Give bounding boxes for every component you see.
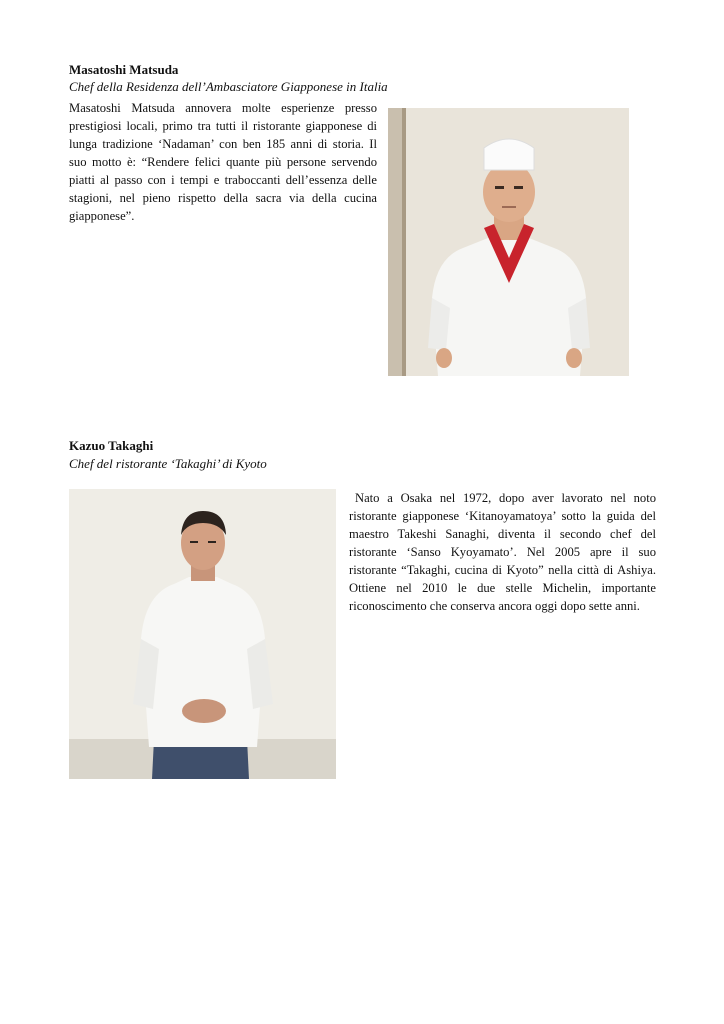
chef-bio: Masatoshi Matsuda annovera molte esperienze presso prestigiosi locali, primo tra tutti il ristorante giapponese di lunga tradizione ‘Nadaman’ con ben 185 anni di storia. Il suo motto è: “Rendere felici quante più persone servendo piatti al passo con i tempi e traboccanti dell’essenza delle stagioni, nel pieno rispetto della sacra via della cucina giapponese”.	[69, 101, 377, 223]
chef-photo-matsuda	[388, 108, 629, 376]
chef-name: Masatoshi Matsuda	[69, 62, 179, 77]
chef-role: Chef del ristorante ‘Takaghi’ di Kyoto	[69, 456, 267, 471]
chef-role: Chef della Residenza dell’Ambasciatore Giapponese in Italia	[69, 79, 388, 94]
chef-bio: Nato a Osaka nel 1972, dopo aver lavorato nel noto ristorante giapponese ‘Kitanoyamatoya’ sotto la guida del maestro Takeshi Sanaghi, diventa il secondo chef del ristorante ‘Sanso Kyoyamato’. Nel 2005 apre il suo ristorante “Takaghi, cucina di Kyoto” nella città di Ashiya. Ottiene nel 2010 le due stelle Michelin, importante riconoscimento che conserva ancora oggi dopo sette anni.	[349, 491, 656, 613]
chef-photo-takaghi	[69, 489, 336, 779]
chef-name: Kazuo Takaghi	[69, 438, 154, 453]
